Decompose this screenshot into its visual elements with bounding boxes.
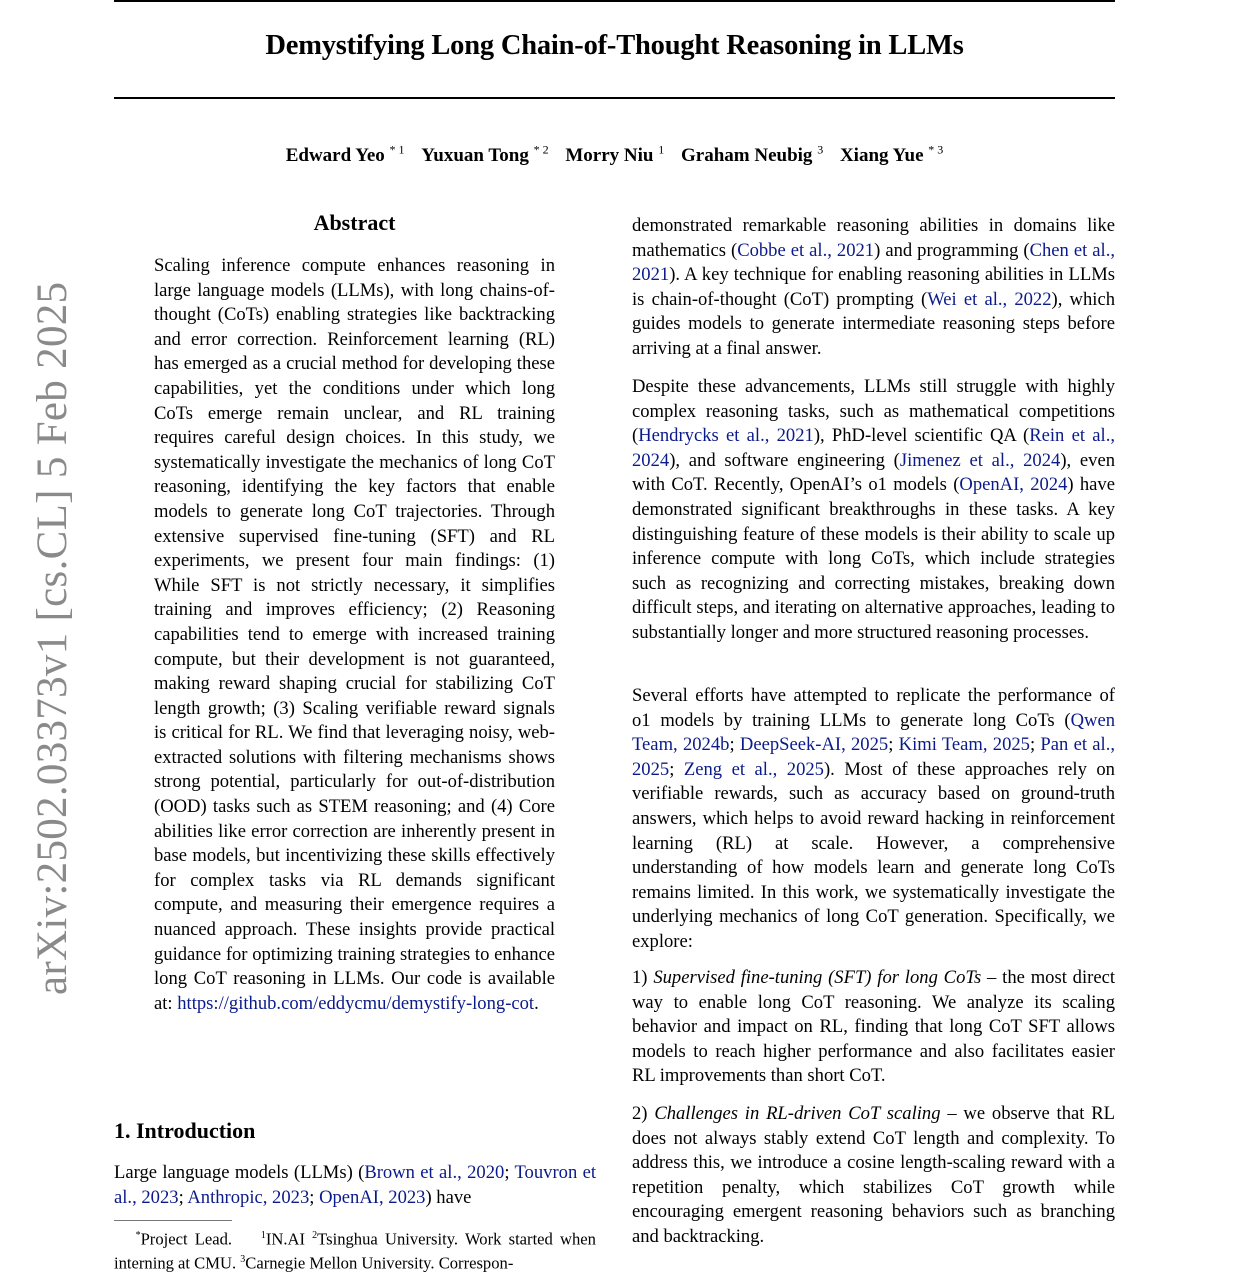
text: Large language models (LLMs) ( <box>114 1162 365 1183</box>
text: Despite these advancements, LLMs still struggle with highly complex reasoning tasks, such as mathematical competitions ( <box>632 376 1115 447</box>
citation-link[interactable]: Chen et al., 2021 <box>632 239 1116 286</box>
text: ; <box>669 758 684 780</box>
finding-title: Supervised fine-tuning (SFT) for long CoTs <box>653 967 982 988</box>
text: ) have <box>425 1186 472 1208</box>
text: Project Lead. <box>140 1229 261 1249</box>
abstract-heading: Abstract <box>313 210 396 235</box>
text: ), even with CoT. Recently, OpenAI’s o1 models ( <box>632 449 1115 496</box>
citation-link[interactable]: OpenAI, 2023 <box>319 1186 426 1208</box>
intro-paragraph <box>632 684 1115 955</box>
author-affiliation: * 2 <box>533 143 549 157</box>
footnote <box>114 1226 596 1273</box>
citation-link[interactable]: Anthropic, 2023 <box>187 1186 310 1208</box>
code-repository-link[interactable]: https://github.com/eddycmu/demystify-long-cot <box>177 992 535 1014</box>
title-rule <box>114 97 1115 99</box>
text: ). Most of these approaches rely on verifiable rewards, such as accuracy based on ground-truth answers, which helps to avoid reward hacking in reinforcement learning (RL) at scale. However, a comprehensive understanding of how models learn and generate long CoTs remains limited. In this work, we systematically investigate the underlying mechanics of long CoT generation. Specifically, we explore: <box>632 758 1115 952</box>
paper-title: Demystifying Long Chain-of-Thought Reasoning in LLMs <box>265 30 964 61</box>
author <box>286 145 405 166</box>
text: ; <box>1029 734 1041 756</box>
footnote-mark: 2 <box>312 1230 318 1241</box>
text: ). A key technique for enabling reasoning abilities in LLMs is chain-of-thought (CoT) prompting ( <box>632 264 1115 310</box>
text: Tsinghua University. Work started when interning at CMU. <box>114 1229 596 1273</box>
footnote-mark: * <box>135 1230 141 1241</box>
text: ), and software engineering ( <box>669 449 900 471</box>
finding-item <box>632 966 1115 1089</box>
abstract-body <box>154 254 555 1016</box>
text: ; <box>178 1186 188 1208</box>
intro-paragraph <box>114 1161 596 1210</box>
text: Carnegie Mellon University. Correspon- <box>245 1253 514 1273</box>
author-affiliation: * 3 <box>928 143 944 157</box>
citation-link[interactable]: Rein et al., 2024 <box>632 425 1115 471</box>
citation-link[interactable]: OpenAI, 2024 <box>959 474 1068 496</box>
citation-link[interactable]: Pan et al., 2025 <box>632 734 1116 780</box>
author <box>421 145 548 166</box>
citation-link[interactable]: Wei et al., 2022 <box>927 288 1052 310</box>
finding-title: Challenges in RL-driven CoT scaling <box>654 1103 941 1124</box>
text: ), which guides models to generate intermediate reasoning steps before arriving at a final answer. <box>632 288 1115 359</box>
citation-link[interactable]: DeepSeek-AI, 2025 <box>739 734 889 756</box>
text: Several efforts have attempted to replicate the performance of o1 models by training LLMs to generate long CoTs ( <box>632 685 1115 731</box>
citation-link[interactable]: Jimenez et al., 2024 <box>899 449 1061 471</box>
author-name: Morry Niu <box>565 145 654 167</box>
author-name: Yuxuan Tong <box>421 145 529 167</box>
author-name: Xiang Yue <box>839 145 924 167</box>
text: demonstrated remarkable reasoning abilities in domains like mathematics ( <box>632 215 1115 261</box>
finding-number: 1) <box>632 967 654 988</box>
citation-link[interactable]: Brown et al., 2020 <box>364 1162 505 1183</box>
section-heading-introduction: 1. Introduction <box>114 1118 256 1143</box>
citation-link[interactable]: Touvron et al., 2023 <box>114 1162 597 1208</box>
arxiv-identifier-stamp: arXiv:2502.03373v1 [cs.CL] 5 Feb 2025 <box>29 281 76 995</box>
top-rule <box>114 0 1115 2</box>
finding-number: 2) <box>632 1103 655 1124</box>
author <box>840 145 943 166</box>
text: ) have demonstrated significant breakthroughs in these tasks. A key distinguishing feature of these models is their ability to scale up inference compute with long CoTs, which include strategies such as recognizing and correcting mistakes, breaking down difficult steps, and iterating on alternative approaches, leading to substantially longer and more structured reasoning processes. <box>632 474 1115 643</box>
finding-text: – the most direct way to enable long CoT reasoning. We analyze its scaling behavior and impact on RL, finding that long CoT SFT allows models to reach higher performance and also facilitates easier RL improvements than short CoT. <box>632 967 1115 1087</box>
text: ) and programming ( <box>874 239 1030 261</box>
intro-paragraph <box>632 375 1115 646</box>
author-list <box>114 143 1115 167</box>
citation-link[interactable]: Cobbe et al., 2021 <box>737 239 875 261</box>
citation-link[interactable]: Kimi Team, 2025 <box>898 734 1030 756</box>
text: ; <box>309 1186 320 1208</box>
author-name: Edward Yeo <box>285 145 385 167</box>
text: IN.AI <box>265 1229 313 1249</box>
author-affiliation: 3 <box>817 143 824 157</box>
footnote-mark: 3 <box>240 1253 246 1265</box>
finding-item <box>632 1102 1115 1250</box>
punctuation: . <box>534 992 539 1014</box>
author-affiliation: 1 <box>658 143 665 157</box>
author <box>681 145 823 166</box>
footnote-mark: 1 <box>260 1230 266 1241</box>
citation-link[interactable]: Zeng et al., 2025 <box>683 758 824 780</box>
author-name: Graham Neubig <box>681 145 813 167</box>
text: ; <box>729 734 740 756</box>
citation-link[interactable]: Hendrycks et al., 2021 <box>638 425 814 447</box>
footnote-rule <box>114 1220 232 1221</box>
text: ; <box>888 734 899 756</box>
text: ; <box>504 1162 515 1183</box>
abstract-text: Scaling inference compute enhances reasoning in large language models (LLMs), with long chains-of-thought (CoTs) enabling strategies like backtracking and error correction. Reinforcement learning (RL) has emerged as a crucial method for developing these capabilities, yet the conditions under which long CoTs emerge remain unclear, and RL training requires careful design choices. In this study, we systematically investigate the mechanics of long CoT reasoning, identifying the key factors that enable models to generate long CoT trajectories. Through extensive supervised fine-tuning (SFT) and RL experiments, we present four main findings: (1) While SFT is not strictly necessary, it simplifies training and improves efficiency; (2) Reasoning capabilities tend to emerge with increased training compute, but their development is not guaranteed, making reward shaping crucial for stabilizing CoT length growth; (3) Scaling verifiable reward signals is critical for RL. We find that leveraging noisy, web-extracted solutions with filtering mechanisms shows strong potential, particularly for out-of-distribution (OOD) tasks such as STEM reasoning; and (4) Core abilities like error correction are inherently present in base models, but incentivizing these skills effectively for complex tasks via RL demands significant compute, and measuring their emergence requires a nuanced approach. These insights provide practical guidance for optimizing training strategies to enhance long CoT reasoning in LLMs. Our code is available at: <box>154 255 555 1014</box>
finding-text: – we observe that RL does not always stably extend CoT length and complexity. To address this, we introduce a cosine length-scaling reward with a repetition penalty, which stabilizes CoT growth while encouraging emergent reasoning behaviors such as branching and backtracking. <box>632 1103 1116 1247</box>
author <box>565 145 664 166</box>
citation-link[interactable]: Qwen Team, 2024b <box>632 709 1115 756</box>
intro-paragraph <box>632 214 1115 362</box>
text: ), PhD-level scientific QA ( <box>813 425 1030 447</box>
author-affiliation: * 1 <box>389 143 405 157</box>
